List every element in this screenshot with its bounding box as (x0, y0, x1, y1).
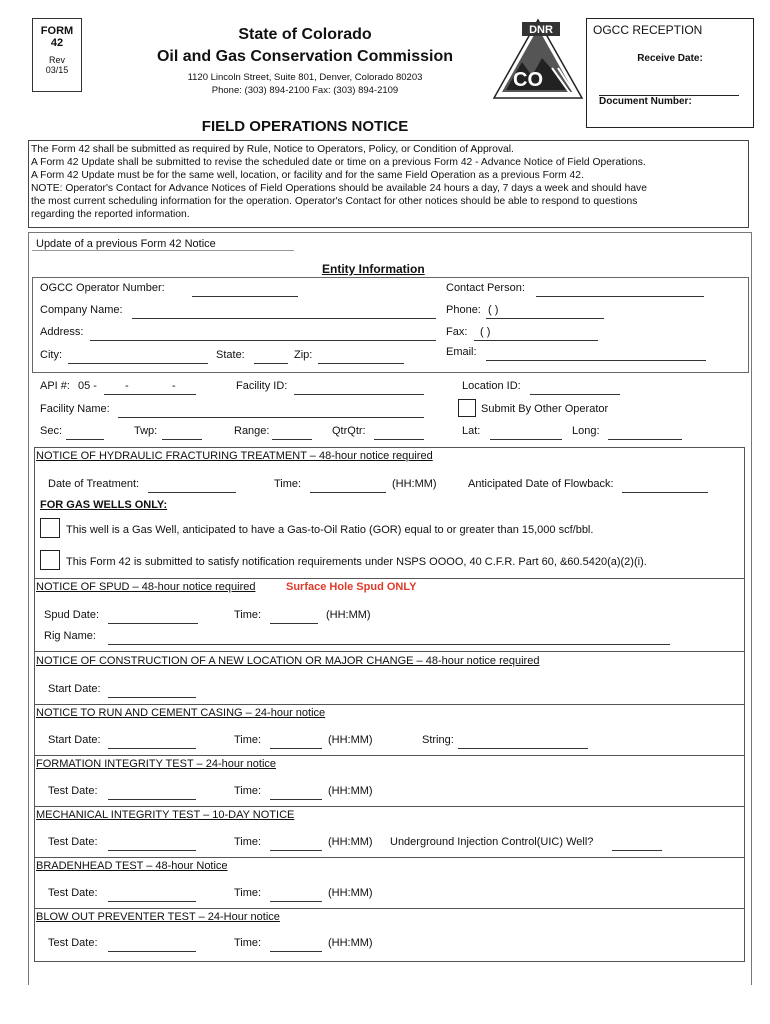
fit-time-field[interactable] (270, 799, 322, 800)
location-id-label: Location ID: (462, 380, 521, 392)
form-label: FORM (40, 25, 74, 37)
facility-id-field[interactable] (294, 394, 424, 395)
lat-field[interactable] (490, 439, 562, 440)
api-dash: - (172, 380, 176, 392)
spud-title: NOTICE OF SPUD – 48-hour notice required (36, 581, 256, 593)
form-number-box (32, 18, 82, 92)
address-field[interactable] (90, 340, 436, 341)
location-id-field[interactable] (530, 394, 620, 395)
operator-number-label: OGCC Operator Number: (40, 282, 165, 294)
mit-test-date-label: Test Date: (48, 836, 98, 848)
fax-label: Fax: (446, 326, 468, 338)
frac-time-field[interactable] (310, 492, 386, 493)
phone-fax-line: Phone: (303) 894-2100 Fax: (303) 894-2109 (211, 85, 399, 96)
address-line: 1120 Lincoln Street, Suite 801, Denver, Colorado 80203 (187, 72, 423, 83)
casing-start-label: Start Date: (48, 734, 101, 746)
email-label: Email: (446, 346, 477, 358)
city-field[interactable] (68, 363, 208, 364)
flowback-label: Anticipated Date of Flowback: (468, 478, 614, 490)
spud-date-label: Spud Date: (44, 609, 100, 621)
api-number-field[interactable] (104, 394, 196, 395)
bop-test-date-field[interactable] (108, 951, 196, 952)
ogcc-reception-box (586, 18, 754, 128)
update-label: Update of a previous Form 42 Notice (36, 238, 216, 250)
casing-time-field[interactable] (270, 748, 322, 749)
instruction-line: A Form 42 Update must be for the same well, location, or facility and for the same Field Operation as a previous Form 42. (31, 170, 584, 181)
contact-person-field[interactable] (536, 296, 704, 297)
api-label: API #: (40, 380, 70, 392)
phone-field[interactable] (486, 318, 604, 319)
spud-date-field[interactable] (108, 623, 198, 624)
commission-title: Oil and Gas Conservation Commission (156, 48, 454, 65)
mit-hhmm: (HH:MM) (328, 836, 373, 848)
bradenhead-test-date-label: Test Date: (48, 887, 98, 899)
instruction-line: the most current scheduling information for the operation. Operator's Contact for other notices should be able to respond to questions (31, 196, 638, 207)
sec-label: Sec: (40, 425, 63, 437)
zip-label: Zip: (294, 349, 313, 361)
phone-label: Phone: (446, 304, 481, 316)
instruction-line: NOTE: Operator's Contact for Advance Notices of Field Operations should be available 24 hours a day, 7 days a week and should have (31, 183, 647, 194)
spud-time-field[interactable] (270, 623, 318, 624)
bradenhead-test-date-field[interactable] (108, 901, 196, 902)
instruction-line: A Form 42 Update shall be submitted to revise the scheduled date or time on a previous Form 42 - Advance Notice of Field Operations. (31, 157, 646, 168)
facility-name-field[interactable] (118, 417, 424, 418)
instruction-line: regarding the reported information. (31, 209, 190, 220)
address-label: Address: (40, 326, 84, 338)
zip-field[interactable] (318, 363, 404, 364)
document-number-label: Document Number: (599, 95, 739, 107)
range-field[interactable] (272, 439, 312, 440)
submit-other-operator-label: Submit By Other Operator (481, 403, 609, 415)
long-field[interactable] (608, 439, 682, 440)
sec-field[interactable] (66, 439, 104, 440)
bradenhead-title: BRADENHEAD TEST – 48-hour Notice (36, 860, 228, 872)
mit-time-label: Time: (234, 836, 262, 848)
rig-name-label: Rig Name: (44, 630, 96, 642)
spud-hhmm: (HH:MM) (326, 609, 371, 621)
state-field[interactable] (254, 363, 288, 364)
instructions-box (28, 140, 749, 228)
casing-time-label: Time: (234, 734, 262, 746)
submit-other-operator-checkbox[interactable] (458, 399, 476, 417)
qtrqtr-label: QtrQtr: (332, 425, 366, 437)
nsps-checkbox[interactable] (40, 550, 60, 570)
gor-checkbox[interactable] (40, 518, 60, 538)
update-field[interactable] (32, 250, 294, 251)
operator-number-field[interactable] (192, 296, 298, 297)
state-label: State: (216, 349, 245, 361)
casing-start-field[interactable] (108, 748, 196, 749)
contact-person-label: Contact Person: (446, 282, 525, 294)
bop-hhmm: (HH:MM) (328, 937, 373, 949)
rev-date: 03/15 (45, 65, 69, 75)
company-name-field[interactable] (132, 318, 436, 319)
bop-test-date-label: Test Date: (48, 937, 98, 949)
reception-title: OGCC RECEPTION (593, 23, 703, 37)
nsps-label: This Form 42 is submitted to satisfy notification requirements under NSPS OOOO, 40 C.F.R. Part 60, &60.5420(a)(2)(i). (66, 556, 647, 568)
casing-hhmm: (HH:MM) (328, 734, 373, 746)
bop-time-field[interactable] (270, 951, 322, 952)
surface-hole-note: Surface Hole Spud ONLY (286, 581, 417, 593)
form-number: 42 (50, 37, 64, 49)
page-title: FIELD OPERATIONS NOTICE (201, 118, 409, 135)
spud-time-label: Time: (234, 609, 262, 621)
api-dash: - (125, 380, 129, 392)
bradenhead-time-label: Time: (234, 887, 262, 899)
long-label: Long: (572, 425, 600, 437)
api-prefix: 05 - (78, 380, 97, 392)
bop-title: BLOW OUT PREVENTER TEST – 24-Hour notice (36, 911, 280, 923)
frac-hhmm: (HH:MM) (392, 478, 437, 490)
treatment-date-field[interactable] (148, 492, 236, 493)
phone-area-code: ( ) (488, 304, 499, 316)
facility-name-label: Facility Name: (40, 403, 110, 415)
fit-time-label: Time: (234, 785, 262, 797)
qtrqtr-field[interactable] (374, 439, 424, 440)
email-field[interactable] (486, 360, 706, 361)
city-label: City: (40, 349, 62, 361)
dnr-colorado-logo (492, 18, 584, 100)
lat-label: Lat: (462, 425, 481, 437)
string-field[interactable] (458, 748, 588, 749)
company-name-label: Company Name: (40, 304, 123, 316)
range-label: Range: (234, 425, 270, 437)
frac-title: NOTICE OF HYDRAULIC FRACTURING TREATMENT – 48-hour notice required (36, 450, 433, 462)
mit-time-field[interactable] (270, 850, 322, 851)
treatment-date-label: Date of Treatment: (48, 478, 140, 490)
rev-label: Rev (48, 55, 65, 65)
rig-name-field[interactable] (108, 644, 670, 645)
twp-label: Twp: (134, 425, 158, 437)
mit-test-date-field[interactable] (108, 850, 196, 851)
fit-test-date-label: Test Date: (48, 785, 98, 797)
fit-hhmm: (HH:MM) (328, 785, 373, 797)
twp-field[interactable] (162, 439, 202, 440)
bradenhead-time-field[interactable] (270, 901, 322, 902)
mit-title: MECHANICAL INTEGRITY TEST – 10-DAY NOTICE (36, 809, 295, 821)
entity-heading: Entity Information (322, 262, 425, 276)
string-label: String: (422, 734, 454, 746)
fax-area-code: ( ) (480, 326, 491, 338)
gor-label: This well is a Gas Well, anticipated to have a Gas-to-Oil Ratio (GOR) equal to or greater than 15,000 scf/bbl. (66, 524, 594, 536)
logo-dnr-text: DNR (529, 24, 553, 36)
state-title: State of Colorado (238, 26, 372, 43)
bop-time-label: Time: (234, 937, 262, 949)
uic-field[interactable] (612, 850, 662, 851)
uic-label: Underground Injection Control(UIC) Well? (390, 836, 594, 848)
bradenhead-hhmm: (HH:MM) (328, 887, 373, 899)
facility-id-label: Facility ID: (236, 380, 288, 392)
casing-title: NOTICE TO RUN AND CEMENT CASING – 24-hour notice (36, 707, 326, 719)
flowback-field[interactable] (622, 492, 708, 493)
construction-start-field[interactable] (108, 697, 196, 698)
logo-co-text: CO (513, 69, 543, 91)
fax-field[interactable] (474, 340, 598, 341)
construction-start-label: Start Date: (48, 683, 101, 695)
receive-date-label: Receive Date: (637, 53, 703, 64)
construction-title: NOTICE OF CONSTRUCTION OF A NEW LOCATION OR MAJOR CHANGE – 48-hour notice required (36, 655, 540, 667)
fit-title: FORMATION INTEGRITY TEST – 24-hour notice (36, 758, 277, 770)
instruction-line: The Form 42 shall be submitted as required by Rule, Notice to Operators, Policy, or Condition of Approval. (31, 144, 514, 155)
gas-wells-heading: FOR GAS WELLS ONLY: (40, 499, 168, 511)
frac-time-label: Time: (274, 478, 302, 490)
fit-test-date-field[interactable] (108, 799, 196, 800)
